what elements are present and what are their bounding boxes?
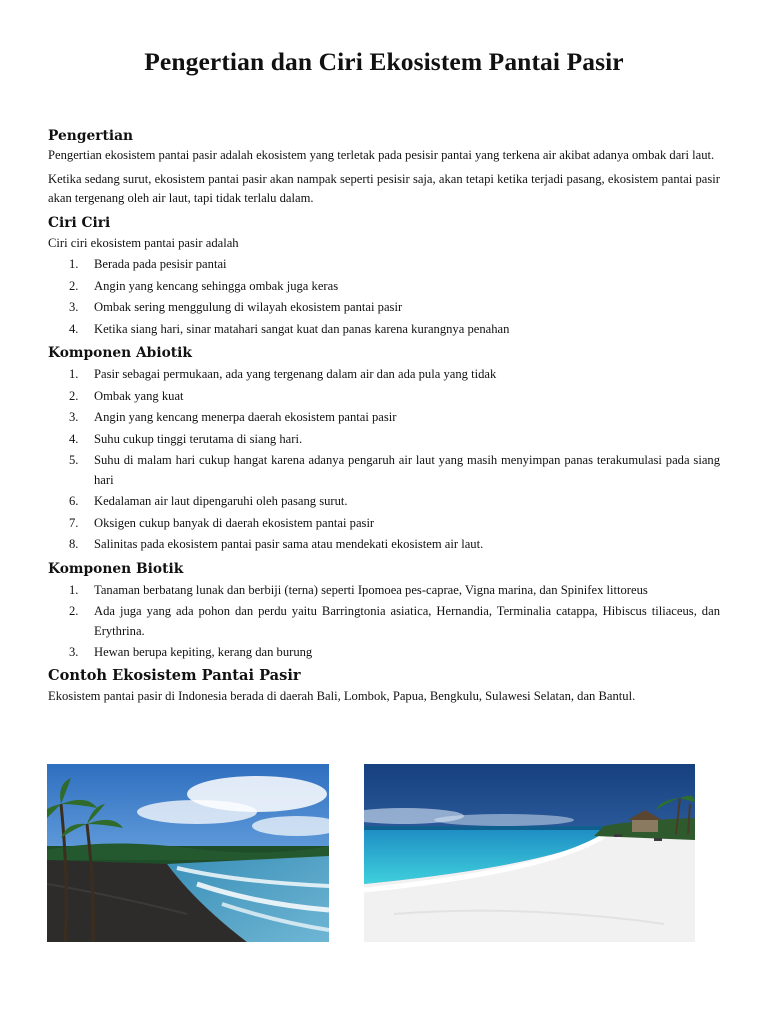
list-item: 2. Angin yang kencang sehingga ombak juga keras	[69, 278, 339, 293]
heading-pengertian: Pengertian	[48, 128, 134, 144]
pengertian-paragraph-1: Pengertian ekosistem pantai pasir adalah ekosistem yang terletak pada pesisir pantai yang terkena air akibat adanya ombak dari laut.	[48, 148, 715, 162]
ciri-intro: Ciri ciri ekosistem pantai pasir adalah	[48, 235, 239, 250]
ciri-list	[48, 255, 720, 339]
page-title: Pengertian dan Ciri Ekosistem Pantai Pasir	[144, 47, 624, 76]
pengertian-paragraph-2: Ketika sedang surut, ekosistem pantai pasir akan nampak seperti pesisir saja, akan tetapi ketika terjadi pasang, ekosistem pantai pasir akan tergenang oleh air laut, tapi tidak terlalu dalam.	[48, 171, 720, 205]
list-item: 3. Ombak sering menggulung di wilayah ekosistem pantai pasir	[69, 300, 403, 314]
list-item: 8. Salinitas pada ekosistem pantai pasir sama atau mendekati ekosistem air laut.	[69, 537, 484, 551]
list-item: 1. Pasir sebagai permukaan, ada yang tergenang dalam air dan ada pula yang tidak	[69, 367, 497, 381]
list-item: 4. Ketika siang hari, sinar matahari sangat kuat dan panas karena kurangnya penahan	[69, 321, 510, 336]
heading-ciri-ciri: Ciri Ciri	[48, 214, 111, 231]
list-item: 5. Suhu di malam hari cukup hangat karena adanya pengaruh air laut yang masih menyimpan panas terakumulasi pada siang hari	[69, 453, 720, 487]
list-item: 7. Oksigen cukup banyak di daerah ekosistem pantai pasir	[69, 515, 375, 530]
list-item: 3. Hewan berupa kepiting, kerang dan burung	[69, 645, 313, 659]
list-item: 4. Suhu cukup tinggi terutama di siang hari.	[69, 431, 303, 446]
abiotik-list	[48, 365, 720, 555]
list-item: 2. Ombak yang kuat	[69, 388, 184, 403]
list-item: 1. Tanaman berbatang lunak dan berbiji (terna) seperti Ipomoea pes-caprae, Vigna marina, dan Spinifex littoreus	[69, 582, 648, 597]
list-item: 3. Angin yang kencang menerpa daerah ekosistem pantai pasir	[69, 410, 397, 424]
black-sand-beach-photo	[47, 764, 329, 942]
list-item: 2. Ada juga yang ada pohon dan perdu yaitu Barringtonia asiatica, Hernandia, Terminalia catappa, Hibiscus tiliaceus, dan Erythrina.	[69, 604, 720, 638]
biotik-list	[48, 581, 720, 663]
list-item: 6. Kedalaman air laut dipengaruhi oleh pasang surut.	[69, 494, 348, 508]
heading-komponen-abiotik: Komponen Abiotik	[48, 345, 192, 361]
heading-komponen-biotik: Komponen Biotik	[48, 560, 184, 577]
list-item: 1. Berada pada pesisir pantai	[69, 257, 227, 271]
heading-contoh-ekosistem: Contoh Ekosistem Pantai Pasir	[48, 666, 301, 684]
contoh-paragraph: Ekosistem pantai pasir di Indonesia berada di daerah Bali, Lombok, Papua, Bengkulu, Sulawesi Selatan, dan Bantul.	[48, 688, 636, 703]
white-sand-beach-photo	[364, 764, 695, 942]
photo-row	[47, 764, 695, 942]
